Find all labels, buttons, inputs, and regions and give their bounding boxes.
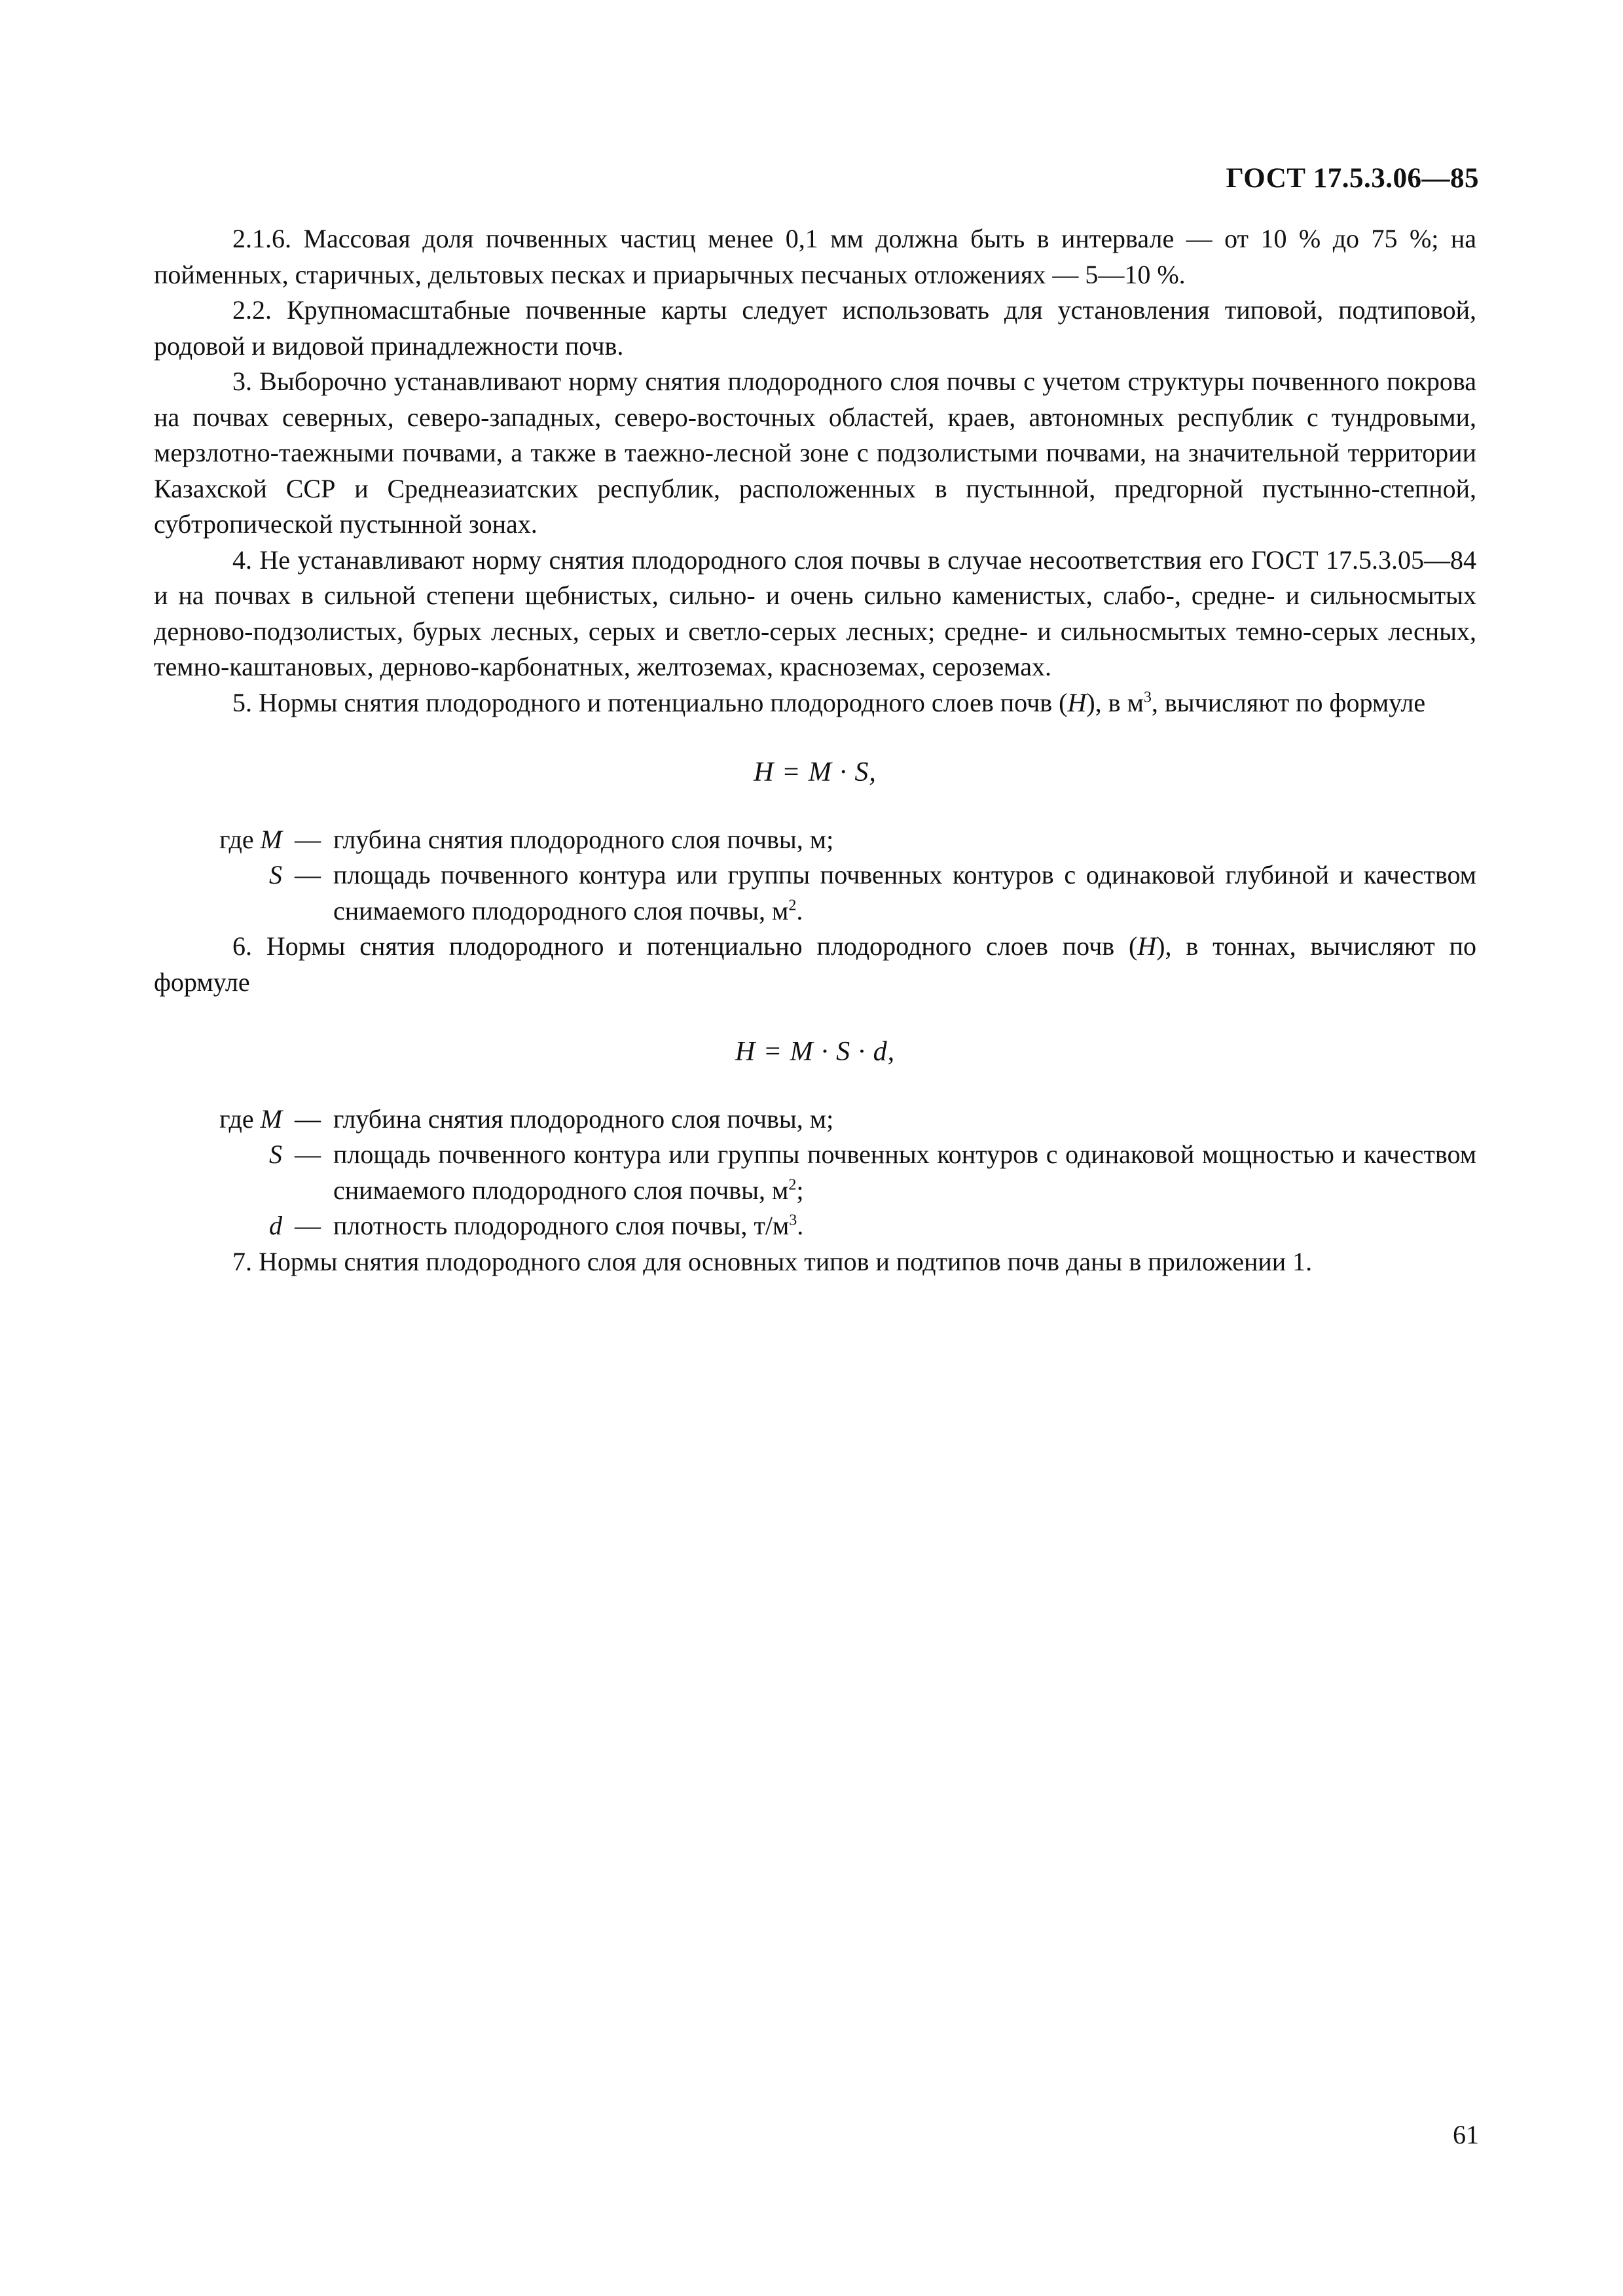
definition-dash: — [295, 1211, 321, 1240]
definition-text-d [333, 1208, 1476, 1244]
paragraph-5-text-a: 5. Нормы снятия плодородного и потенциально плодородного слоев почв ( [232, 687, 1068, 717]
definition-where-label: где [219, 1103, 254, 1134]
paragraph-4: 4. Не устанавливают норму снятия плодородного слоя почвы в случае несоответствия его ГОСТ 17.5.3.05—84 и на почвах в сильной степени щебнистых, сильно- и очень сильно каменистых, слабо-, средне- и сильносмытых дерново-подзолистых, бурых лесных, серых и светло-серых лесных; средне- и сильносмытых темно-серых лесных, темно-каштановых, дерново-карбонатных, желтоземах, красноземах, сероземах. [154, 545, 1476, 681]
definitions-block-2 [154, 1102, 1476, 1244]
paragraph-6 [154, 929, 1476, 1000]
paragraph-6-text-b: ), в тоннах, вычисляют по формуле [154, 931, 1477, 997]
paragraph-7: 7. Нормы снятия плодородного слоя для основных типов и подтипов почв даны в приложении 1. [232, 1246, 1313, 1276]
paragraph-5-text-b: ), в м [1086, 687, 1144, 717]
definition-text-s-a: площадь почвенного контура или группы почвенных контуров с одинаковой глубиной и качеством снимаемого плодородного слоя почвы, м [333, 860, 1476, 925]
definition-dash: — [295, 824, 321, 854]
definition-symbol-d: d [269, 1211, 282, 1240]
definitions-block-1 [154, 822, 1476, 929]
paragraph-5-symbol: Н [1067, 687, 1087, 717]
definition-superscript-s: 2 [788, 1176, 797, 1194]
paragraph-5 [154, 685, 1476, 721]
definition-text-s [333, 857, 1476, 929]
paragraph-3: 3. Выборочно устанавливают норму снятия плодородного слоя почвы с учетом структуры почвенного покрова на почвах северных, северо-западных, северо-восточных областей, краев, автономных республик с тундровыми, мерзлотно-таежными почвами, а также в таежно-лесной зоне с подзолистыми почвами, на значительной территории Казахской ССР и Среднеазиатских республик, расположенных в пустынной, предгорной пустынно-степной, субтропической пустынной зонах. [154, 367, 1476, 539]
definition-where-label: где [219, 824, 254, 854]
definition-m [154, 822, 1476, 858]
definition-superscript-d: 3 [789, 1211, 797, 1229]
definition-symbol-s: S [269, 860, 282, 889]
page-number: 61 [1453, 2120, 1479, 2149]
definition-symbol-m: М [260, 1103, 282, 1134]
definition-dash: — [295, 1139, 321, 1169]
paragraph-5-text-c: , вычисляют по формуле [1151, 687, 1426, 717]
definition-dash: — [295, 1103, 321, 1134]
definition-text-s-b: . [796, 895, 803, 925]
definition-d [154, 1208, 1476, 1244]
definition-text-s [333, 1137, 1476, 1208]
definition-m [154, 1102, 1476, 1138]
definition-text-s-b: ; [796, 1175, 804, 1205]
definition-dash: — [295, 860, 321, 889]
document-header-code: ГОСТ 17.5.3.06—85 [1226, 163, 1479, 194]
formula-mass: Н = М · S · d, [735, 1037, 896, 1067]
paragraph-5-superscript: 3 [1143, 689, 1152, 706]
definition-s [154, 1137, 1476, 1208]
definition-symbol-m: М [260, 824, 282, 854]
paragraph-6-text-a: 6. Нормы снятия плодородного и потенциально плодородного слоев почв ( [232, 931, 1138, 961]
paragraph-2-2: 2.2. Крупномасштабные почвенные карты следует использовать для установления типовой, подтиповой, родовой и видовой принадлежности почв. [154, 295, 1476, 361]
document-body [154, 221, 1476, 1280]
definition-text-m: глубина снятия плодородного слоя почвы, м; [333, 1103, 834, 1134]
definition-text-d-b: . [797, 1211, 804, 1240]
formula-volume: Н = М · S, [754, 757, 877, 787]
definition-symbol-s: S [269, 1139, 282, 1169]
definition-text-d-a: плотность плодородного слоя почвы, т/м [333, 1211, 790, 1240]
definition-s [154, 857, 1476, 929]
definition-text-m: глубина снятия плодородного слоя почвы, м; [333, 824, 834, 854]
definition-text-s-a: площадь почвенного контура или группы почвенных контуров с одинаковой мощностью и качеством снимаемого плодородного слоя почвы, м [333, 1139, 1476, 1205]
paragraph-2-1-6: 2.1.6. Массовая доля почвенных частиц менее 0,1 мм должна быть в интервале — от 10 % до 75 %; на пойменных, старичных, дельтовых песках и приарычных песчаных отложениях — 5—10 %. [154, 224, 1476, 289]
definition-superscript-s: 2 [788, 897, 797, 914]
paragraph-6-symbol: Н [1137, 931, 1157, 961]
